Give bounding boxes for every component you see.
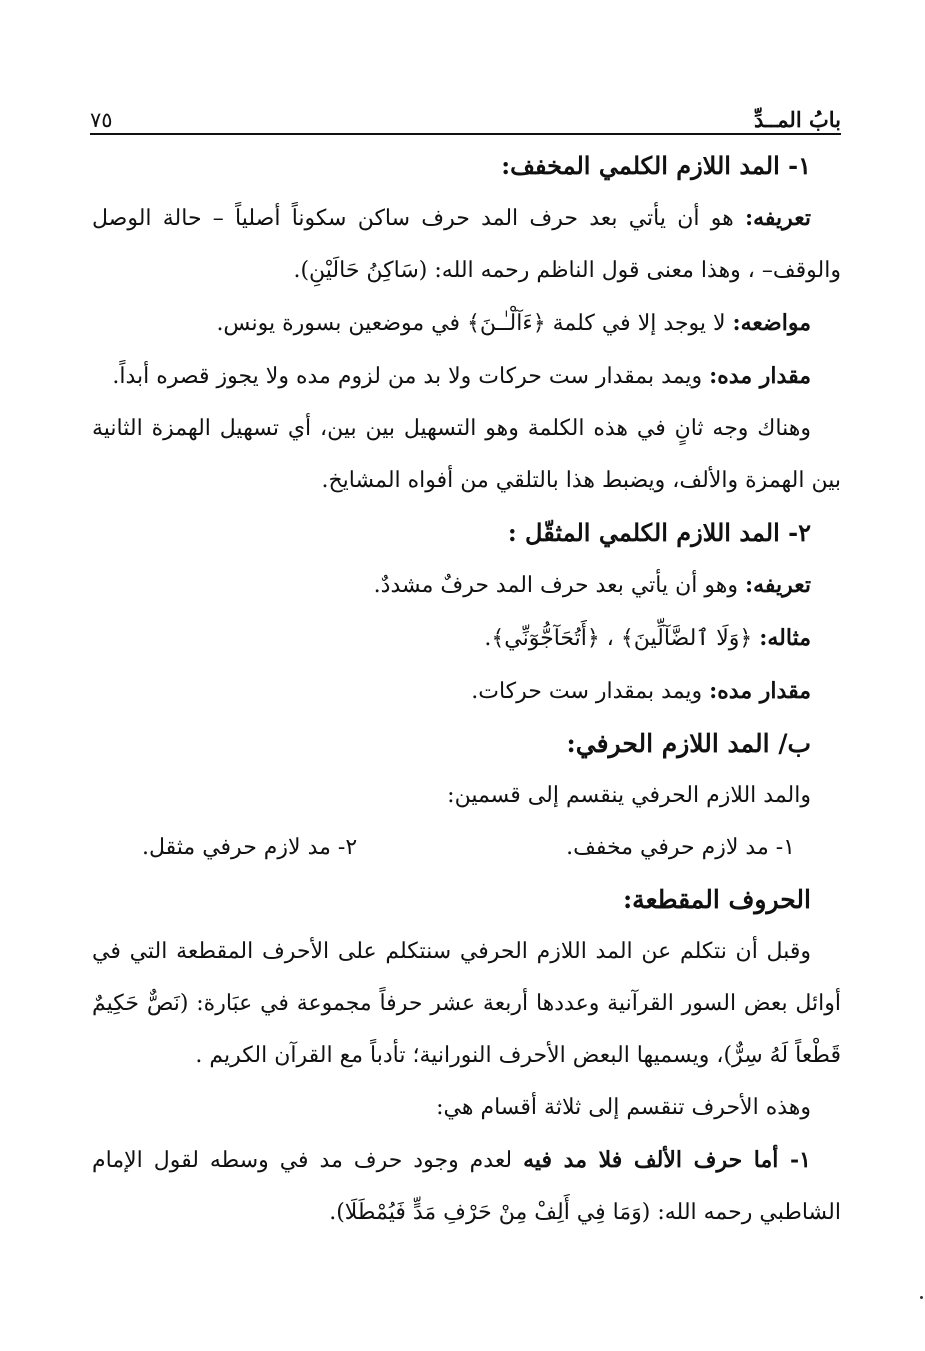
muqattaah-paragraph: وقبل أن نتكلم عن المد اللازم الحرفي سنتكلم على الأحرف المقطعة التي في أوائل بعض السور القرآنية وعددها أربعة عشر حرفاً مجموعة في عبَارة: (نَصٌّ حَكِيمٌ قَطْعاً لَهُ سِرٌّ)، ويسميها البعض الأحرف النورانية؛ تأدباً مع القرآن الكريم . — [92, 939, 841, 1068]
harfi-division-paragraph: والمد اللازم الحرفي ينقسم إلى قسمين: — [447, 783, 811, 808]
page-number: ٧٥ — [90, 108, 113, 132]
scan-speck — [920, 1296, 923, 1299]
example-label: مثاله: — [759, 625, 811, 651]
harfi-type-light: ١- مد لازم حرفي مخفف. — [566, 835, 795, 860]
section-heading-harfi: ب/ المد اللازم الحرفي: — [566, 729, 811, 758]
locations-paragraph — [92, 297, 841, 350]
running-header — [90, 98, 841, 132]
header-rule — [90, 133, 841, 135]
locations-label: مواضعه: — [732, 310, 811, 336]
section-heading-muqattaah: الحروف المقطعة: — [622, 885, 811, 914]
section-heading-light-lazim: ١- المد اللازم الكلمي المخفف: — [501, 151, 811, 180]
example-text: ﴿وَلَا ٱلضَّآلِّينَ﴾ ، ﴿أَتُحَآجُّوٓنِّي﴾. — [484, 626, 760, 651]
amount-text: ويمد بمقدار ست حركات ولا بد من لزوم مده ولا يجوز قصره أبداً. — [112, 364, 710, 389]
definition-text: وهو أن يأتي بعد حرف المد حرفٌ مشددٌ. — [373, 573, 745, 598]
locations-text: لا يوجد إلا في كلمة ﴿ءَآلْـٰـنَ﴾ في موضعين بسورة يونس. — [216, 311, 733, 336]
amount-text: ويمد بمقدار ست حركات. — [471, 679, 710, 704]
definition-text: هو أن يأتي بعد حرف المد حرف ساكن سكوناً أصلياً – حالة الوصل والوقف– ، وهذا معنى قول الناظم رحمه الله: (سَاكِنُ حَالَيْنِ). — [92, 206, 841, 283]
harfi-types-row — [92, 822, 841, 874]
page-body — [92, 140, 841, 1239]
alif-text: لعدم وجود حرف مد في وسطه لقول الإمام الشاطبي رحمه الله: (وَمَا فِي أَلِفْ مِنْ حَرْفِ مَدٍّ فَيُمْطَلَا). — [92, 1148, 841, 1225]
definition-paragraph-1 — [92, 192, 841, 297]
amount-paragraph-1 — [92, 350, 841, 403]
alif-label: ١- أما حرف الألف فلا مد فيه — [523, 1147, 811, 1173]
alif-paragraph — [92, 1134, 841, 1239]
second-way-paragraph: وهناك وجه ثانٍ في هذه الكلمة وهو التسهيل بين بين، أي تسهيل الهمزة الثانية بين الهمزة والألف، ويضبط هذا بالتلقي من أفواه المشايخ. — [92, 416, 841, 493]
amount-paragraph-2 — [92, 665, 841, 718]
section-heading-heavy-lazim: ٢- المد اللازم الكلمي المثقّل : — [507, 518, 811, 547]
definition-label: تعريفه: — [744, 572, 811, 598]
example-paragraph — [92, 612, 841, 665]
amount-label: مقدار مده: — [709, 363, 811, 389]
chapter-title: بابُ المــدِّ — [753, 107, 841, 132]
definition-label: تعريفه: — [744, 205, 811, 231]
harfi-type-heavy: ٢- مد لازم حرفي مثقل. — [142, 835, 358, 860]
amount-label: مقدار مده: — [709, 678, 811, 704]
divisions-paragraph: وهذه الأحرف تنقسم إلى ثلاثة أقسام هي: — [436, 1095, 811, 1120]
definition-paragraph-2 — [92, 559, 841, 612]
